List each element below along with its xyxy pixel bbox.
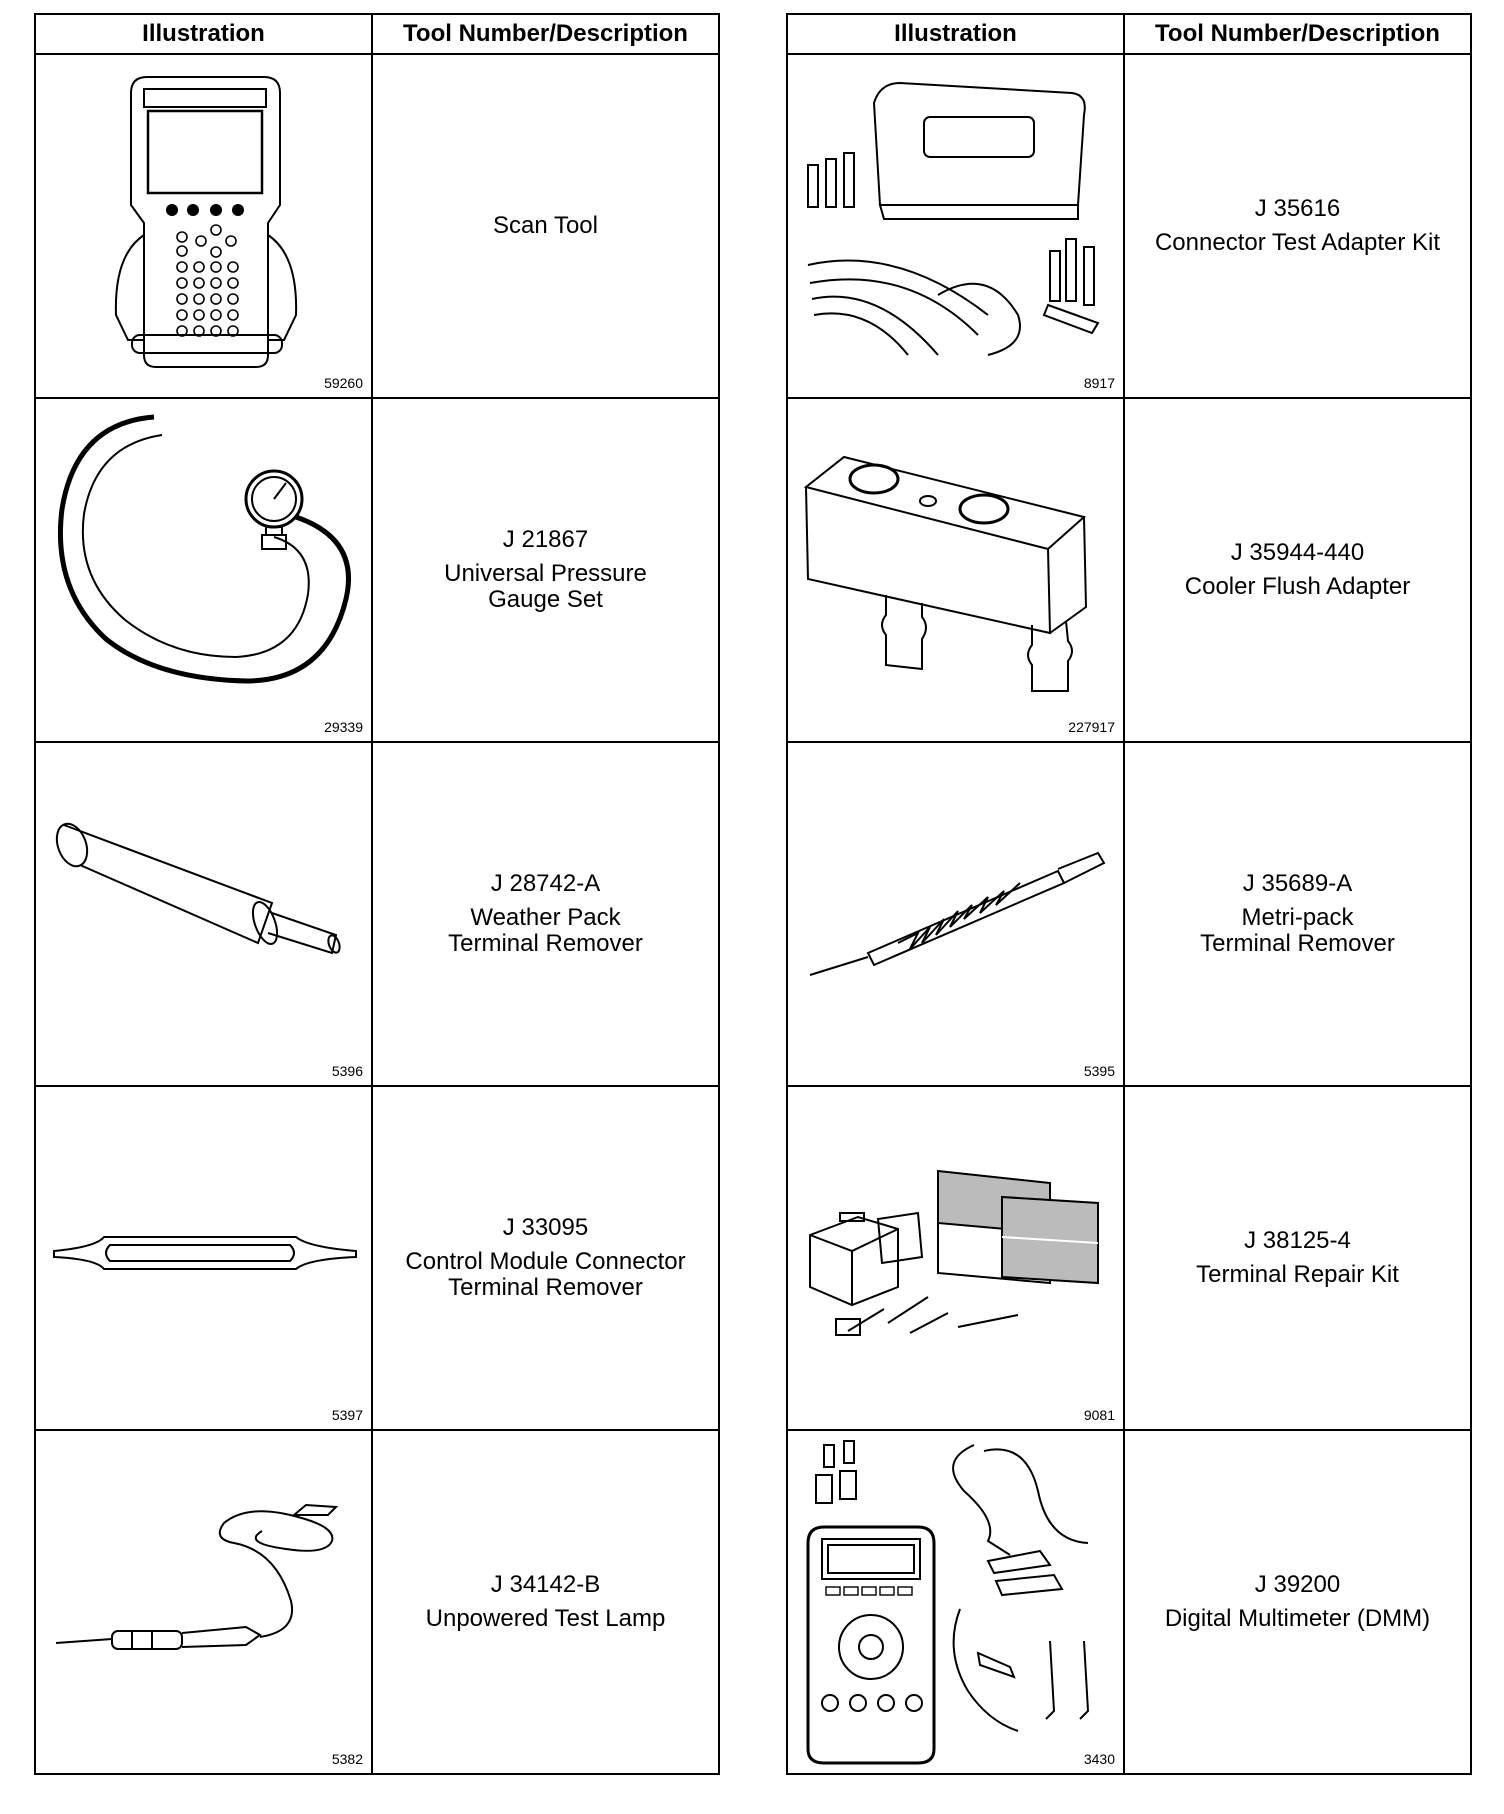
- tool-name: Cooler Flush Adapter: [1184, 573, 1411, 600]
- tool-description-header: Tool Number/Description: [372, 14, 719, 54]
- flush-adapter-icon: [788, 399, 1125, 741]
- table-row: [35, 1430, 719, 1774]
- figure-number: 29339: [324, 719, 363, 735]
- illustration-cell: [787, 54, 1124, 398]
- illustration-cell: [787, 1086, 1124, 1430]
- description-cell: [1124, 54, 1471, 398]
- tool-number: J 38125-4: [1244, 1227, 1351, 1254]
- tool-number: J 35689-A: [1242, 870, 1353, 897]
- test-lamp-icon: [36, 1431, 373, 1773]
- figure-number: 59260: [324, 375, 363, 391]
- tool-number: J 39200: [1254, 1571, 1341, 1598]
- tool-name: Universal Pressure Gauge Set: [444, 560, 647, 613]
- tool-name: Connector Test Adapter Kit: [1154, 229, 1441, 256]
- tool-name: Control Module Connector Terminal Remover: [405, 1248, 686, 1301]
- description-cell: [1124, 1086, 1471, 1430]
- table-row: [35, 1086, 719, 1430]
- illustration-cell: [35, 1430, 372, 1774]
- illustration-cell: [787, 1430, 1124, 1774]
- tools-table-left: [34, 13, 720, 1775]
- tools-table-right: [786, 13, 1472, 1775]
- tool-number: J 21867: [502, 526, 589, 553]
- table-row: [787, 54, 1471, 398]
- tool-name: Digital Multimeter (DMM): [1164, 1605, 1431, 1632]
- illustration-cell: [35, 398, 372, 742]
- description-cell: [1124, 742, 1471, 1086]
- adapter-kit-icon: [788, 55, 1125, 397]
- metri-pack-remover-icon: [788, 743, 1125, 1085]
- figure-number: 5382: [331, 1751, 363, 1767]
- tool-number: J 34142-B: [490, 1571, 601, 1598]
- figure-number: 5396: [331, 1063, 363, 1079]
- illustration-cell: [35, 54, 372, 398]
- table-row: [787, 398, 1471, 742]
- table-row: [787, 1430, 1471, 1774]
- tool-name: Scan Tool: [493, 212, 598, 239]
- description-cell: [372, 742, 719, 1086]
- tool-number: J 33095: [502, 1214, 589, 1241]
- scan-tool-icon: [36, 55, 373, 397]
- tool-number: J 35944-440: [1230, 539, 1365, 566]
- tool-description-header: Tool Number/Description: [1124, 14, 1471, 54]
- illustration-header: Illustration: [35, 14, 372, 54]
- description-cell: [372, 54, 719, 398]
- table-row: [35, 398, 719, 742]
- illustration-cell: [787, 742, 1124, 1086]
- description-cell: [1124, 1430, 1471, 1774]
- tool-name: Metri-pack Terminal Remover: [1200, 904, 1395, 957]
- tool-name: Terminal Repair Kit: [1196, 1261, 1399, 1288]
- repair-kit-icon: [788, 1087, 1125, 1429]
- description-cell: [1124, 398, 1471, 742]
- illustration-header: Illustration: [787, 14, 1124, 54]
- figure-number: 5395: [1083, 1063, 1115, 1079]
- tool-name: Unpowered Test Lamp: [425, 1605, 666, 1632]
- figure-number: 9081: [1083, 1407, 1115, 1423]
- illustration-cell: [35, 1086, 372, 1430]
- tool-number: J 28742-A: [490, 870, 601, 897]
- tool-name: Weather Pack Terminal Remover: [448, 904, 643, 957]
- description-cell: [372, 1086, 719, 1430]
- figure-number: 5397: [331, 1407, 363, 1423]
- table-header-row: [787, 14, 1471, 54]
- table-row: [787, 742, 1471, 1086]
- figure-number: 227917: [1068, 719, 1115, 735]
- weather-pack-remover-icon: [36, 743, 373, 1085]
- figure-number: 3430: [1083, 1751, 1115, 1767]
- table-row: [35, 742, 719, 1086]
- table-row: [787, 1086, 1471, 1430]
- illustration-cell: [35, 742, 372, 1086]
- module-terminal-remover-icon: [36, 1087, 373, 1429]
- table-row: [35, 54, 719, 398]
- pressure-gauge-icon: [36, 399, 373, 741]
- description-cell: [372, 1430, 719, 1774]
- description-cell: [372, 398, 719, 742]
- table-header-row: [35, 14, 719, 54]
- figure-number: 8917: [1083, 375, 1115, 391]
- illustration-cell: [787, 398, 1124, 742]
- multimeter-icon: [788, 1431, 1125, 1773]
- tool-number: J 35616: [1254, 195, 1341, 222]
